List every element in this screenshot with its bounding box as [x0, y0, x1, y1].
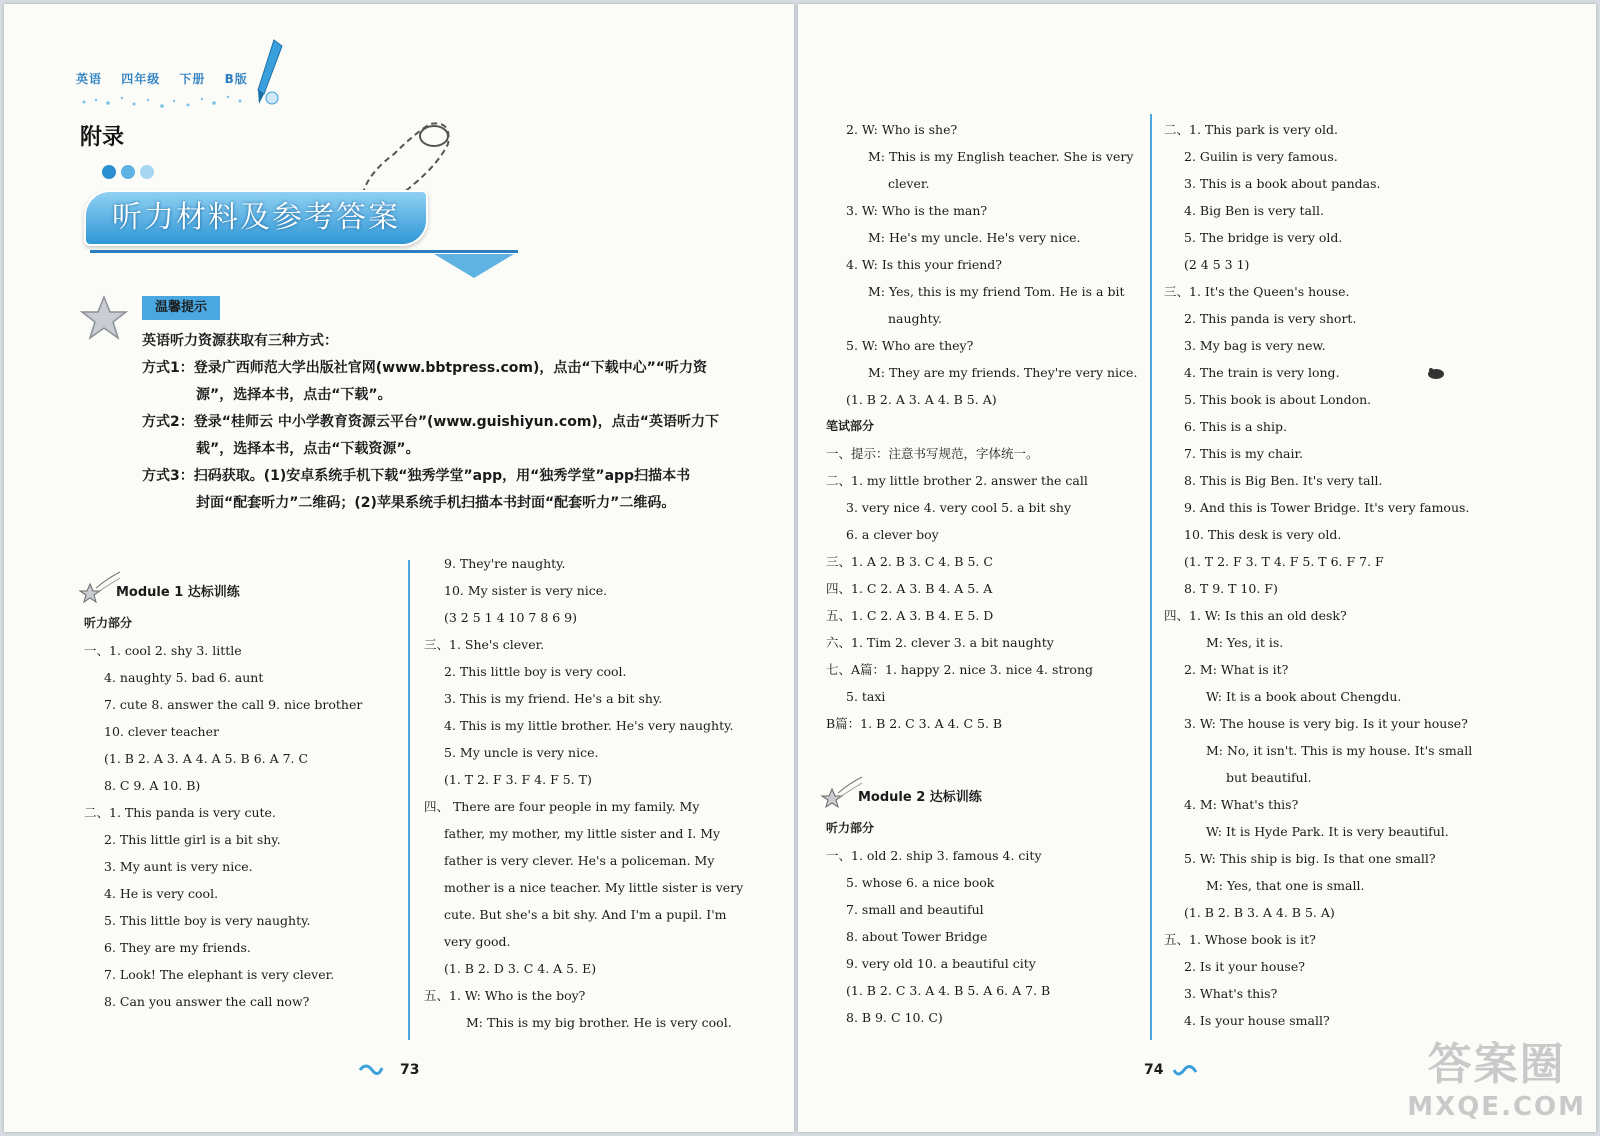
- answer-line: 7. small and beautiful: [846, 902, 984, 917]
- answer-line: 4. naughty 5. bad 6. aunt: [104, 670, 264, 685]
- column-4: [1164, 116, 1564, 1034]
- answer-line: 二、1. This panda is very cute.: [84, 805, 276, 820]
- answer-line: 5. The bridge is very old.: [1184, 230, 1343, 245]
- answer-line: M: Yes, that one is small.: [1206, 878, 1365, 893]
- answer-line: mother is a nice teacher. My little sister is very: [444, 880, 744, 895]
- answer-line: naughty.: [888, 311, 943, 326]
- answer-line: father is very clever. He's a policeman. My: [444, 853, 715, 868]
- answer-line: B篇：1. B 2. C 3. A 4. C 5. B: [826, 716, 1003, 731]
- answer-line: 9. very old 10. a beautiful city: [846, 956, 1036, 971]
- answer-line: 5. This little boy is very naughty.: [104, 913, 311, 928]
- answer-key-banner: 听力材料及参考答案: [84, 190, 428, 246]
- answer-line: 三、1. It's the Queen's house.: [1164, 284, 1350, 299]
- answer-line: 三、1. A 2. B 3. C 4. B 5. C: [826, 554, 993, 569]
- answer-line: 7. cute 8. answer the call 9. nice brother: [104, 697, 363, 712]
- column-2: [424, 550, 754, 1036]
- edition-label: B版: [224, 72, 248, 86]
- module-2-heading: [826, 781, 1156, 815]
- tip-line: 英语听力资源获取有三种方式：: [142, 333, 338, 349]
- answer-line: 10. This desk is very old.: [1184, 527, 1342, 542]
- answer-line: 9. And this is Tower Bridge. It's very famous.: [1184, 500, 1470, 515]
- answer-line: 8. T 9. T 10. F): [1184, 581, 1278, 596]
- module-1-heading: [84, 576, 404, 610]
- answer-line: 10. My sister is very nice.: [444, 583, 608, 598]
- answer-line: W: It is Hyde Park. It is very beautiful.: [1206, 824, 1449, 839]
- answer-line: 2. Guilin is very famous.: [1184, 149, 1338, 164]
- watermark-url: MXQE.COM: [1407, 1092, 1586, 1122]
- answer-line: 四、1. W: Is this an old desk?: [1164, 608, 1347, 623]
- answer-line: 6. a clever boy: [846, 527, 939, 542]
- answer-line: 3. This is a book about pandas.: [1184, 176, 1381, 191]
- answer-line: (3 2 5 1 4 10 7 8 6 9): [444, 610, 577, 625]
- tip-line: 源”，选择本书，点击“下载”。: [196, 387, 392, 403]
- appendix-title: 附录: [80, 125, 125, 150]
- answer-line: 2. This little girl is a bit shy.: [104, 832, 281, 847]
- answer-line: 五、1. W: Who is the boy?: [424, 988, 586, 1003]
- site-watermark: [1407, 1028, 1586, 1122]
- section-label: 听力部分: [84, 616, 133, 630]
- answer-line: (1. B 2. C 3. A 4. B 5. A 6. A 7. B: [846, 983, 1051, 998]
- page-number-decoration-icon: [1172, 1062, 1198, 1078]
- answer-line: 一、1. old 2. ship 3. famous 4. city: [826, 848, 1042, 863]
- answer-line: 二、1. This park is very old.: [1164, 122, 1339, 137]
- answer-line: 4. The train is very long.: [1184, 365, 1340, 380]
- answer-line: but beautiful.: [1226, 770, 1312, 785]
- section-label: 听力部分: [826, 821, 875, 835]
- answer-line: 七、A篇：1. happy 2. nice 3. nice 4. strong: [826, 662, 1093, 677]
- column-divider: [1150, 114, 1152, 1040]
- answer-line: 3. W: The house is very big. Is it your house?: [1184, 716, 1468, 731]
- answer-line: 2. This little boy is very cool.: [444, 664, 627, 679]
- answer-line: 6. They are my friends.: [104, 940, 251, 955]
- module-1-title: Module 1 达标训练: [116, 585, 240, 600]
- answer-line: 8. Can you answer the call now?: [104, 994, 310, 1009]
- answer-line: 7. Look! The elephant is very clever.: [104, 967, 335, 982]
- answer-line: 3. My aunt is very nice.: [104, 859, 253, 874]
- answer-line: 8. This is Big Ben. It's very tall.: [1184, 473, 1383, 488]
- left-page: [4, 4, 794, 1132]
- tip-line: 载”，选择本书，点击“下载资源”。: [196, 441, 420, 457]
- title-arrow-decoration: [434, 254, 514, 278]
- page-number-decoration-icon: [358, 1062, 384, 1078]
- answer-line: 5. W: This ship is big. Is that one small?: [1184, 851, 1436, 866]
- column-divider: [408, 560, 410, 1040]
- answer-line: cute. But she's a bit shy. And I'm a pupil. I'm: [444, 907, 727, 922]
- answer-line: 3. My bag is very new.: [1184, 338, 1326, 353]
- tip-body: [142, 328, 742, 517]
- page-number-right: 74: [1144, 1062, 1164, 1078]
- answer-line: 5. This book is about London.: [1184, 392, 1372, 407]
- answer-line: 四、1. C 2. A 3. B 4. A 5. A: [826, 581, 993, 596]
- answer-line: (2 4 5 3 1): [1184, 257, 1250, 272]
- answer-line: 3. This is my friend. He's a bit shy.: [444, 691, 663, 706]
- answer-line: 2. Is it your house?: [1184, 959, 1305, 974]
- answer-line: 5. W: Who are they?: [846, 338, 974, 353]
- answer-line: 9. They're naughty.: [444, 556, 566, 571]
- subject-label: 英语: [76, 72, 103, 86]
- answer-line: 4. W: Is this your friend?: [846, 257, 1002, 272]
- answer-line: 三、1. She's clever.: [424, 637, 545, 652]
- pen-icon: [250, 38, 290, 108]
- answer-line: 二、1. my little brother 2. answer the call: [826, 473, 1088, 488]
- answer-line: M: He's my uncle. He's very nice.: [868, 230, 1081, 245]
- answer-line: M: Yes, this is my friend Tom. He is a bit: [868, 284, 1125, 299]
- title-rule: [90, 250, 518, 253]
- title-dots-decoration: [102, 164, 159, 183]
- answer-line: 2. M: What is it?: [1184, 662, 1289, 677]
- volume-label: 下册: [179, 72, 206, 86]
- answer-line: 一、1. cool 2. shy 3. little: [84, 643, 242, 658]
- answer-line: 7. This is my chair.: [1184, 446, 1304, 461]
- answer-line: 4. This is my little brother. He's very naughty.: [444, 718, 734, 733]
- answer-line: (1. T 2. F 3. T 4. F 5. T 6. F 7. F: [1184, 554, 1384, 569]
- shooting-star-icon: [78, 570, 122, 606]
- answer-line: 8. about Tower Bridge: [846, 929, 988, 944]
- answer-line: 五、1. C 2. A 3. B 4. E 5. D: [826, 608, 994, 623]
- answer-line: (1. B 2. B 3. A 4. B 5. A): [1184, 905, 1335, 920]
- answer-line: 2. This panda is very short.: [1184, 311, 1357, 326]
- answer-line: 六、1. Tim 2. clever 3. a bit naughty: [826, 635, 1054, 650]
- answer-line: M: This is my big brother. He is very cool.: [466, 1015, 732, 1030]
- answer-line: very good.: [444, 934, 511, 949]
- tip-line: 方式1：登录广西师范大学出版社官网(www.bbtpress.com)，点击“下载中心”“听力资: [142, 360, 708, 376]
- answer-line: 一、提示：注意书写规范，字体统一。: [826, 446, 1039, 461]
- answer-line: (1. B 2. A 3. A 4. B 5. A): [846, 392, 997, 407]
- answer-line: 3. W: Who is the man?: [846, 203, 988, 218]
- tip-label: 温馨提示: [142, 296, 220, 320]
- page-number-left: 73: [400, 1062, 420, 1078]
- answer-line: 四、 There are four people in my family. My: [424, 799, 700, 814]
- answer-line: 10. clever teacher: [104, 724, 219, 739]
- answer-line: 5. My uncle is very nice.: [444, 745, 599, 760]
- shooting-star-icon: [820, 775, 864, 811]
- tip-line: 方式2：登录“桂师云 中小学教育资源云平台”(www.guishiyun.com)，点击“英语听力下: [142, 414, 720, 430]
- tip-line: 封面“配套听力”二维码；(2)苹果系统手机扫描本书封面“配套听力”二维码。: [196, 495, 676, 511]
- answer-line: (1. B 2. A 3. A 4. A 5. B 6. A 7. C: [104, 751, 309, 766]
- answer-line: M: They are my friends. They're very nice.: [868, 365, 1138, 380]
- column-3: [826, 116, 1156, 1031]
- tip-line: 方式3：扫码获取。(1)安卓系统手机下载“独秀学堂”app，用“独秀学堂”app扫描本书: [142, 468, 691, 484]
- answer-line: 2. W: Who is she?: [846, 122, 958, 137]
- column-1: [84, 576, 404, 1015]
- answer-line: M: Yes, it is.: [1206, 635, 1284, 650]
- answer-line: 五、1. Whose book is it?: [1164, 932, 1316, 947]
- answer-line: (1. B 2. D 3. C 4. A 5. E): [444, 961, 597, 976]
- module-2-title: Module 2 达标训练: [858, 790, 982, 805]
- answer-line: father, my mother, my little sister and I. My: [444, 826, 721, 841]
- right-page: [798, 4, 1596, 1132]
- answer-line: M: This is my English teacher. She is very: [868, 149, 1134, 164]
- section-label: 笔试部分: [826, 419, 875, 433]
- mouse-icon: [1426, 366, 1446, 380]
- answer-line: 5. whose 6. a nice book: [846, 875, 995, 890]
- answer-line: 4. He is very cool.: [104, 886, 219, 901]
- answer-line: 4. Is your house small?: [1184, 1013, 1330, 1028]
- answer-line: W: It is a book about Chengdu.: [1206, 689, 1402, 704]
- answer-line: M: No, it isn't. This is my house. It's small: [1206, 743, 1473, 758]
- answer-line: 4. M: What's this?: [1184, 797, 1299, 812]
- star-icon: [80, 294, 128, 342]
- watermark-logo-text: 答案圈: [1427, 1039, 1566, 1090]
- answer-line: 4. Big Ben is very tall.: [1184, 203, 1324, 218]
- answer-line: 5. taxi: [846, 689, 886, 704]
- book-header: [76, 70, 262, 87]
- grade-label: 四年级: [121, 72, 161, 86]
- answer-line: clever.: [888, 176, 930, 191]
- answer-line: 6. This is a ship.: [1184, 419, 1287, 434]
- answer-line: (1. T 2. F 3. F 4. F 5. T): [444, 772, 592, 787]
- answer-line: 8. B 9. C 10. C): [846, 1010, 943, 1025]
- answer-line: 8. C 9. A 10. B): [104, 778, 201, 793]
- answer-line: 3. very nice 4. very cool 5. a bit shy: [846, 500, 1072, 515]
- dotted-swirl-decoration: [74, 88, 274, 112]
- answer-line: 3. What's this?: [1184, 986, 1278, 1001]
